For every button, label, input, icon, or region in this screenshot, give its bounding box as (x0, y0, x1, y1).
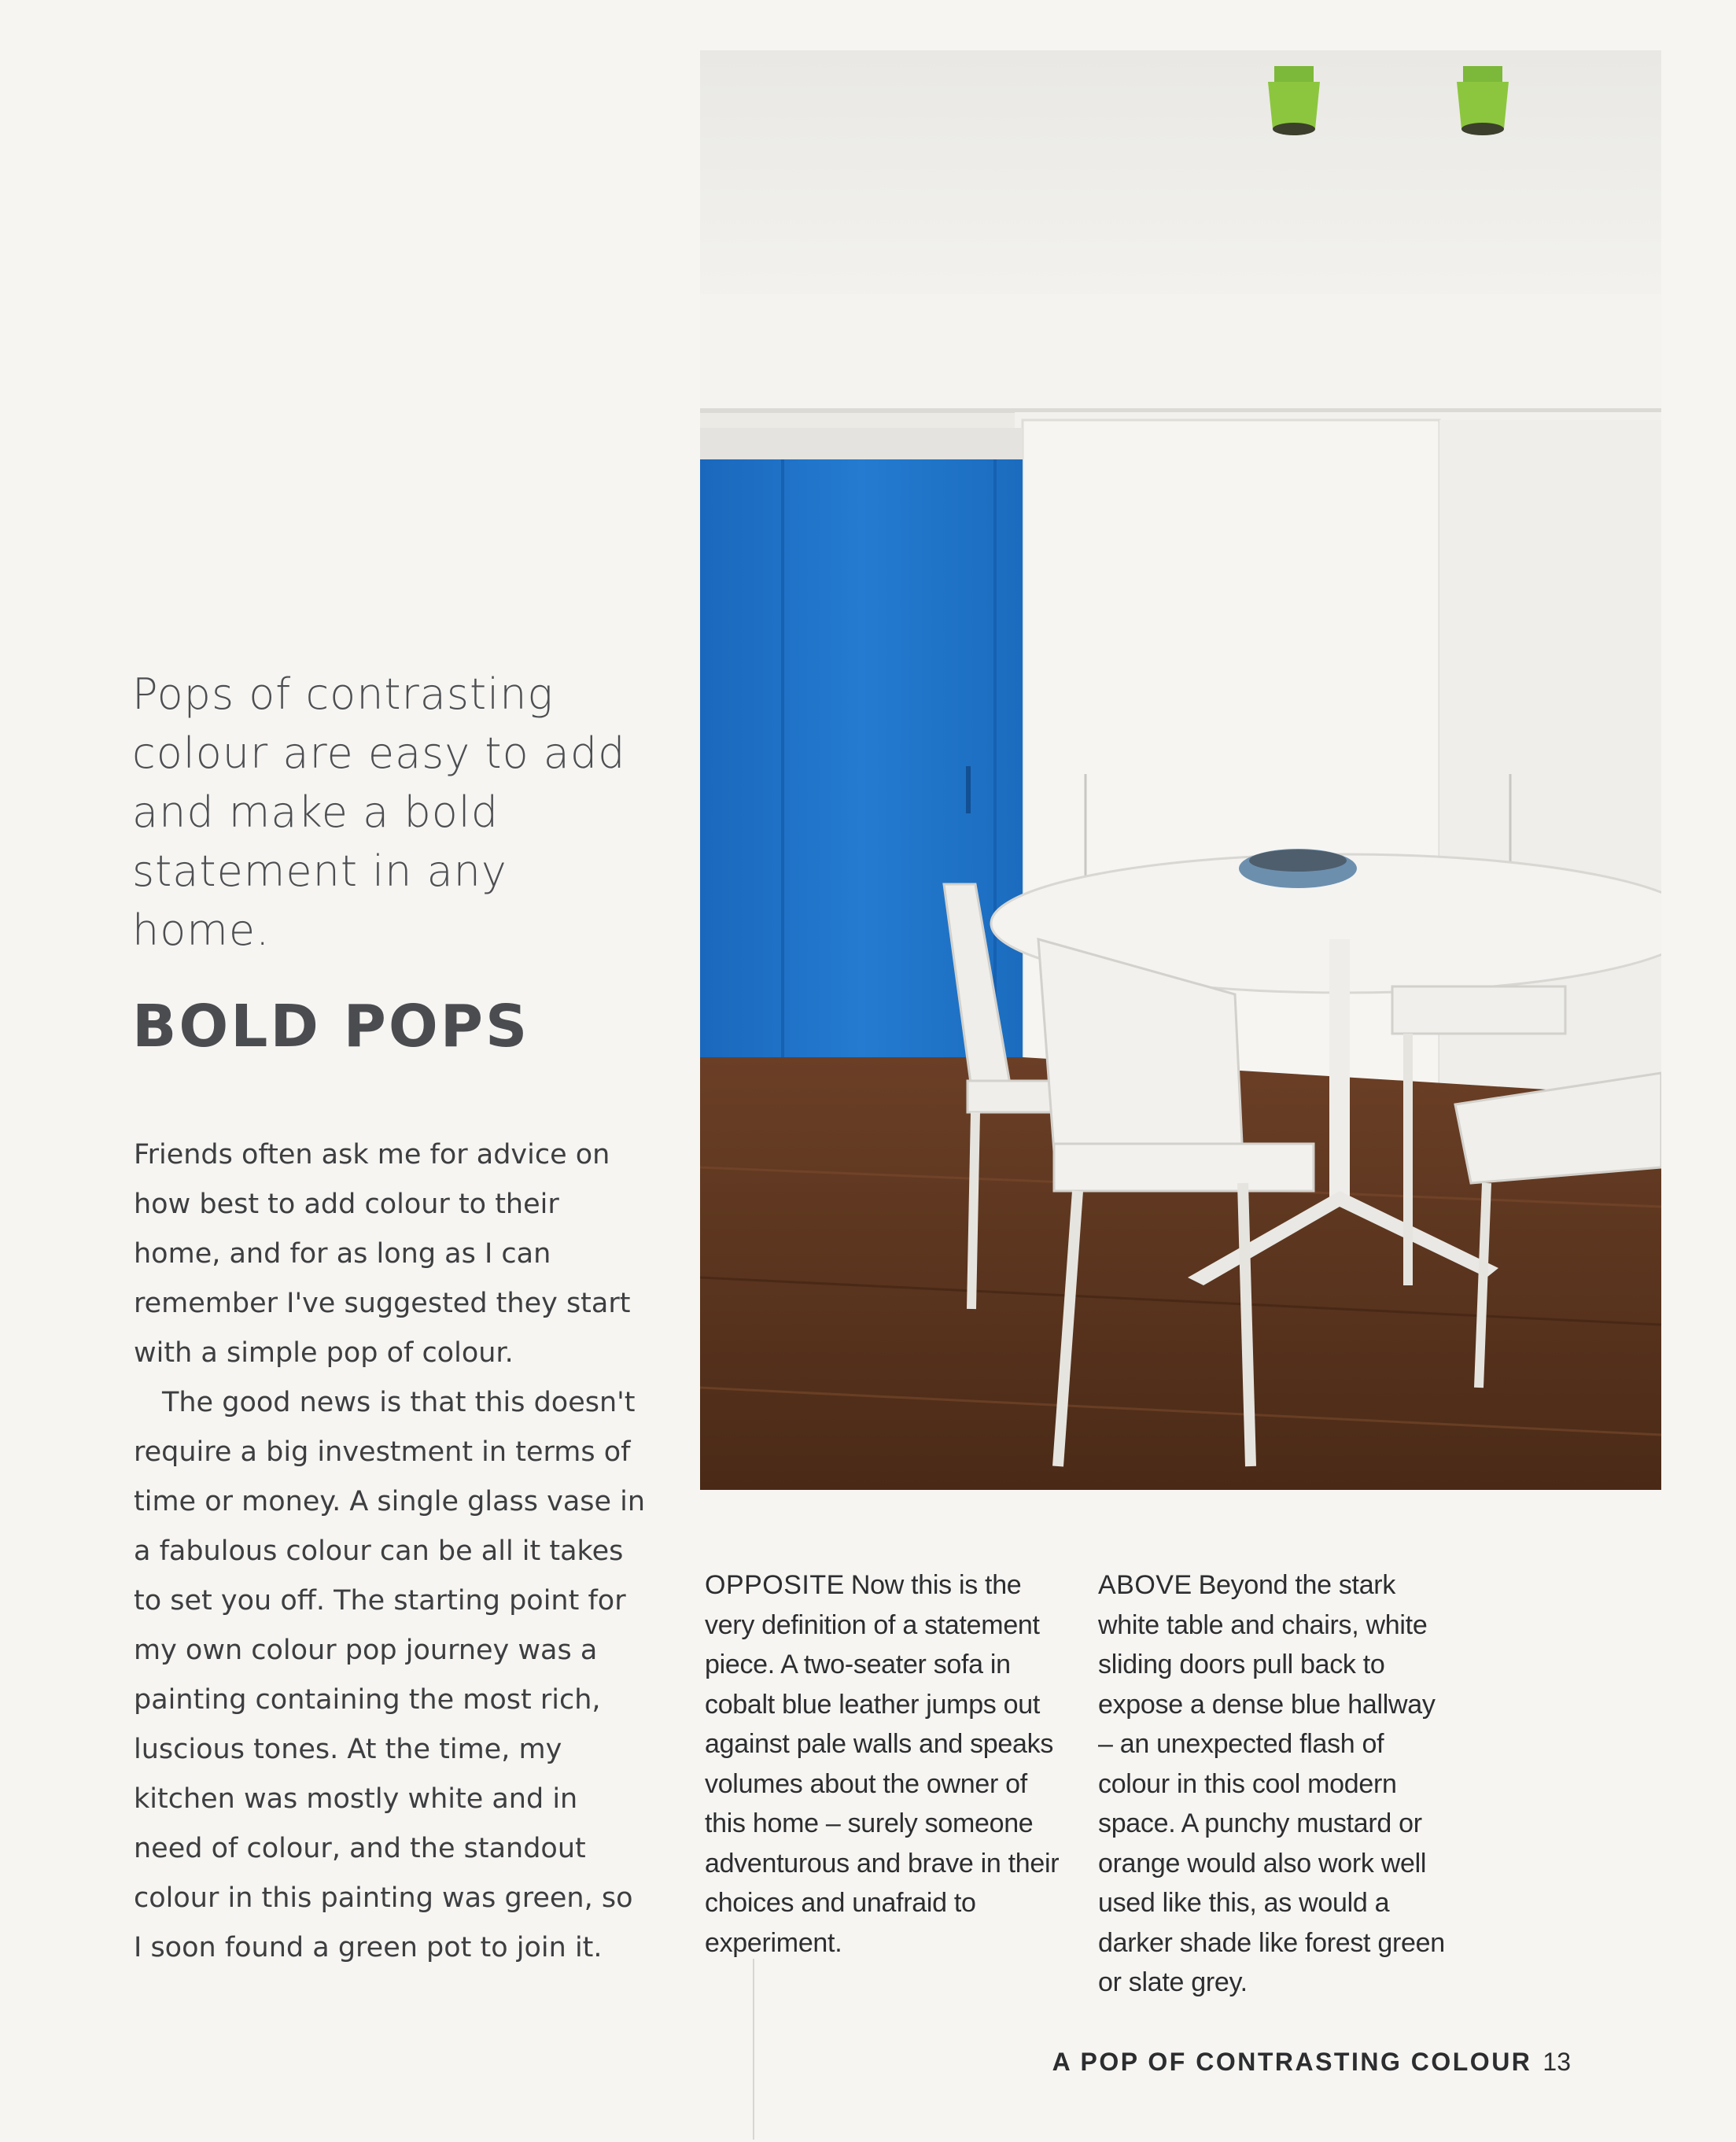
section-heading: BOLD POPS (132, 993, 530, 1060)
dining-room-illustration (700, 50, 1661, 1490)
page-number: 13 (1542, 2048, 1571, 2076)
caption-label: OPPOSITE (705, 1570, 845, 1600)
page-footer (1052, 2048, 1571, 2077)
ceiling-light (1268, 66, 1320, 135)
gutter-shadow (753, 1959, 754, 2140)
body-text (134, 1130, 649, 1973)
beam (700, 294, 1661, 412)
caption-text: Beyond the stark white table and chairs, white sliding doors pull back to expose a dense blue hallway – an unexpected flash of colour in this cool modern space. A punchy mustard or orange would also work well used like this, as would a darker shade like forest green or slate grey. (1098, 1570, 1445, 1997)
dining-room-photo (700, 50, 1661, 1490)
caption-opposite (705, 1565, 1067, 1963)
ceiling-light (1457, 66, 1509, 135)
caption-label: ABOVE (1098, 1570, 1192, 1600)
caption-text: Now this is the very definition of a statement piece. A two-seater sofa in cobalt blue leather jumps out against pale walls and speaks volumes about the owner of this home – surely someone adventurous and brave in their choices and unafraid to experiment. (705, 1570, 1060, 1958)
body-paragraph: Friends often ask me for advice on how best to add colour to their home, and for as long as I can remember I've suggested they start with a simple pop of colour. (134, 1139, 631, 1369)
body-paragraph: The good news is that this doesn't require a big investment in terms of time or money. A single glass vase in a fabulous colour can be all it takes to set you off. The starting point for my own colour pop journey was a painting containing the most rich, luscious tones. At the time, my kitchen was mostly white and in need of colour, and the standout colour in this painting was green, so I soon found a green pot to join it. (134, 1387, 646, 1963)
caption-above (1098, 1565, 1452, 2003)
pull-quote: Pops of contrasting colour are easy to add and make a bold statement in any home. (132, 669, 626, 955)
ceiling (700, 50, 1661, 310)
running-head: A POP OF CONTRASTING COLOUR (1052, 2048, 1532, 2076)
